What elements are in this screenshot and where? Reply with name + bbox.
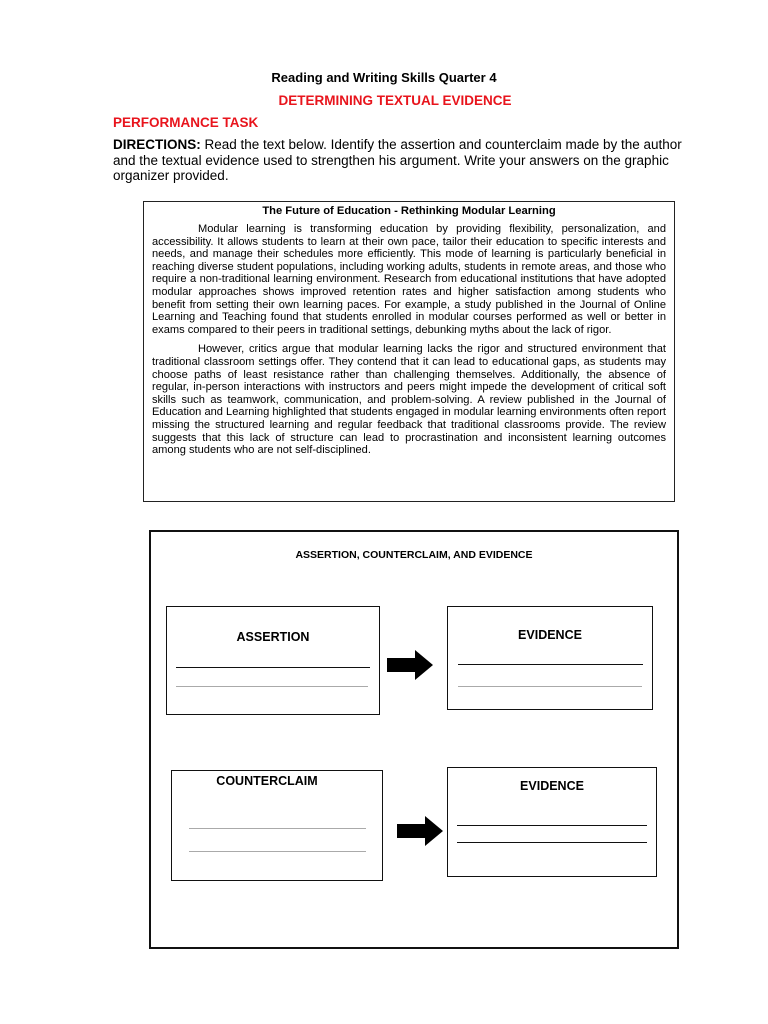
passage-paragraph: Modular learning is transforming education by providing flexibility, personalization, and accessibility. It allows students to learn at their own pace, tailor their education to specific interests and needs, and manage their schedules more efficiently. This mode of learning is particularly beneficial in reaching diverse student populations, including working adults, students in remote areas, and those who require a non-traditional learning environment. Research from educational institutions that have adopted modular approaches shows improved retention rates and higher satisfaction among students who benefit from setting their own learning paces. For example, a study published in the Journal of Online Learning and Teaching found that students enrolled in modular courses performed as well or better in exams compared to their peers in traditional settings, debunking myths about the lack of rigor. [152,223,666,336]
assertion-answer-line[interactable] [176,667,370,668]
counterclaim-answer-line[interactable] [189,851,366,852]
assertion-label: ASSERTION [236,630,310,644]
evidence-label-2: EVIDENCE [520,779,584,793]
counterclaim-box [171,770,383,881]
graphic-organizer [149,530,679,949]
evidence-answer-line[interactable] [457,825,647,826]
arrow-right-icon [397,816,443,846]
arrow-right-icon [387,650,433,680]
assertion-answer-line[interactable] [176,686,368,687]
evidence-label-1: EVIDENCE [518,628,582,642]
page-subtitle: DETERMINING TEXTUAL EVIDENCE [278,93,512,108]
page-title: Reading and Writing Skills Quarter 4 [271,70,497,85]
performance-task-heading: PERFORMANCE TASK [113,115,259,130]
evidence-box-1 [447,606,653,710]
passage-title: The Future of Education - Rethinking Modular Learning [262,205,556,217]
directions-label: DIRECTIONS: [113,137,201,152]
passage-paragraph: However, critics argue that modular learning lacks the rigor and structured environment that traditional classroom settings offer. They contend that it can lead to educational gaps, as students may choose paths of least resistance rather than challenging themselves. Additionally, the absence of regular, in-person interactions with instructors and peers might impede the development of critical soft skills such as teamwork, communication, and problem-solving. A review published in the Journal of Education and Learning highlighted that students engaged in modular learning environments often report missing the structured learning and regular feedback that traditional classrooms provide. The review suggests that this lack of structure can lead to procrastination and inconsistent learning outcomes among students who are not self-disciplined. [152,343,666,457]
counterclaim-label: COUNTERCLAIM [216,774,318,788]
evidence-answer-line[interactable] [457,842,647,843]
organizer-heading: ASSERTION, COUNTERCLAIM, AND EVIDENCE [295,549,533,561]
counterclaim-answer-line[interactable] [189,828,366,829]
directions [113,137,683,184]
directions-text: Read the text below. Identify the assertion and counterclaim made by the author and the textual evidence used to strengthen his argument. Write your answers on the graphic organizer provided. [113,137,682,183]
evidence-answer-line[interactable] [458,664,643,665]
passage-box [143,201,675,502]
evidence-box-2 [447,767,657,877]
evidence-answer-line[interactable] [458,686,642,687]
assertion-box [166,606,380,715]
